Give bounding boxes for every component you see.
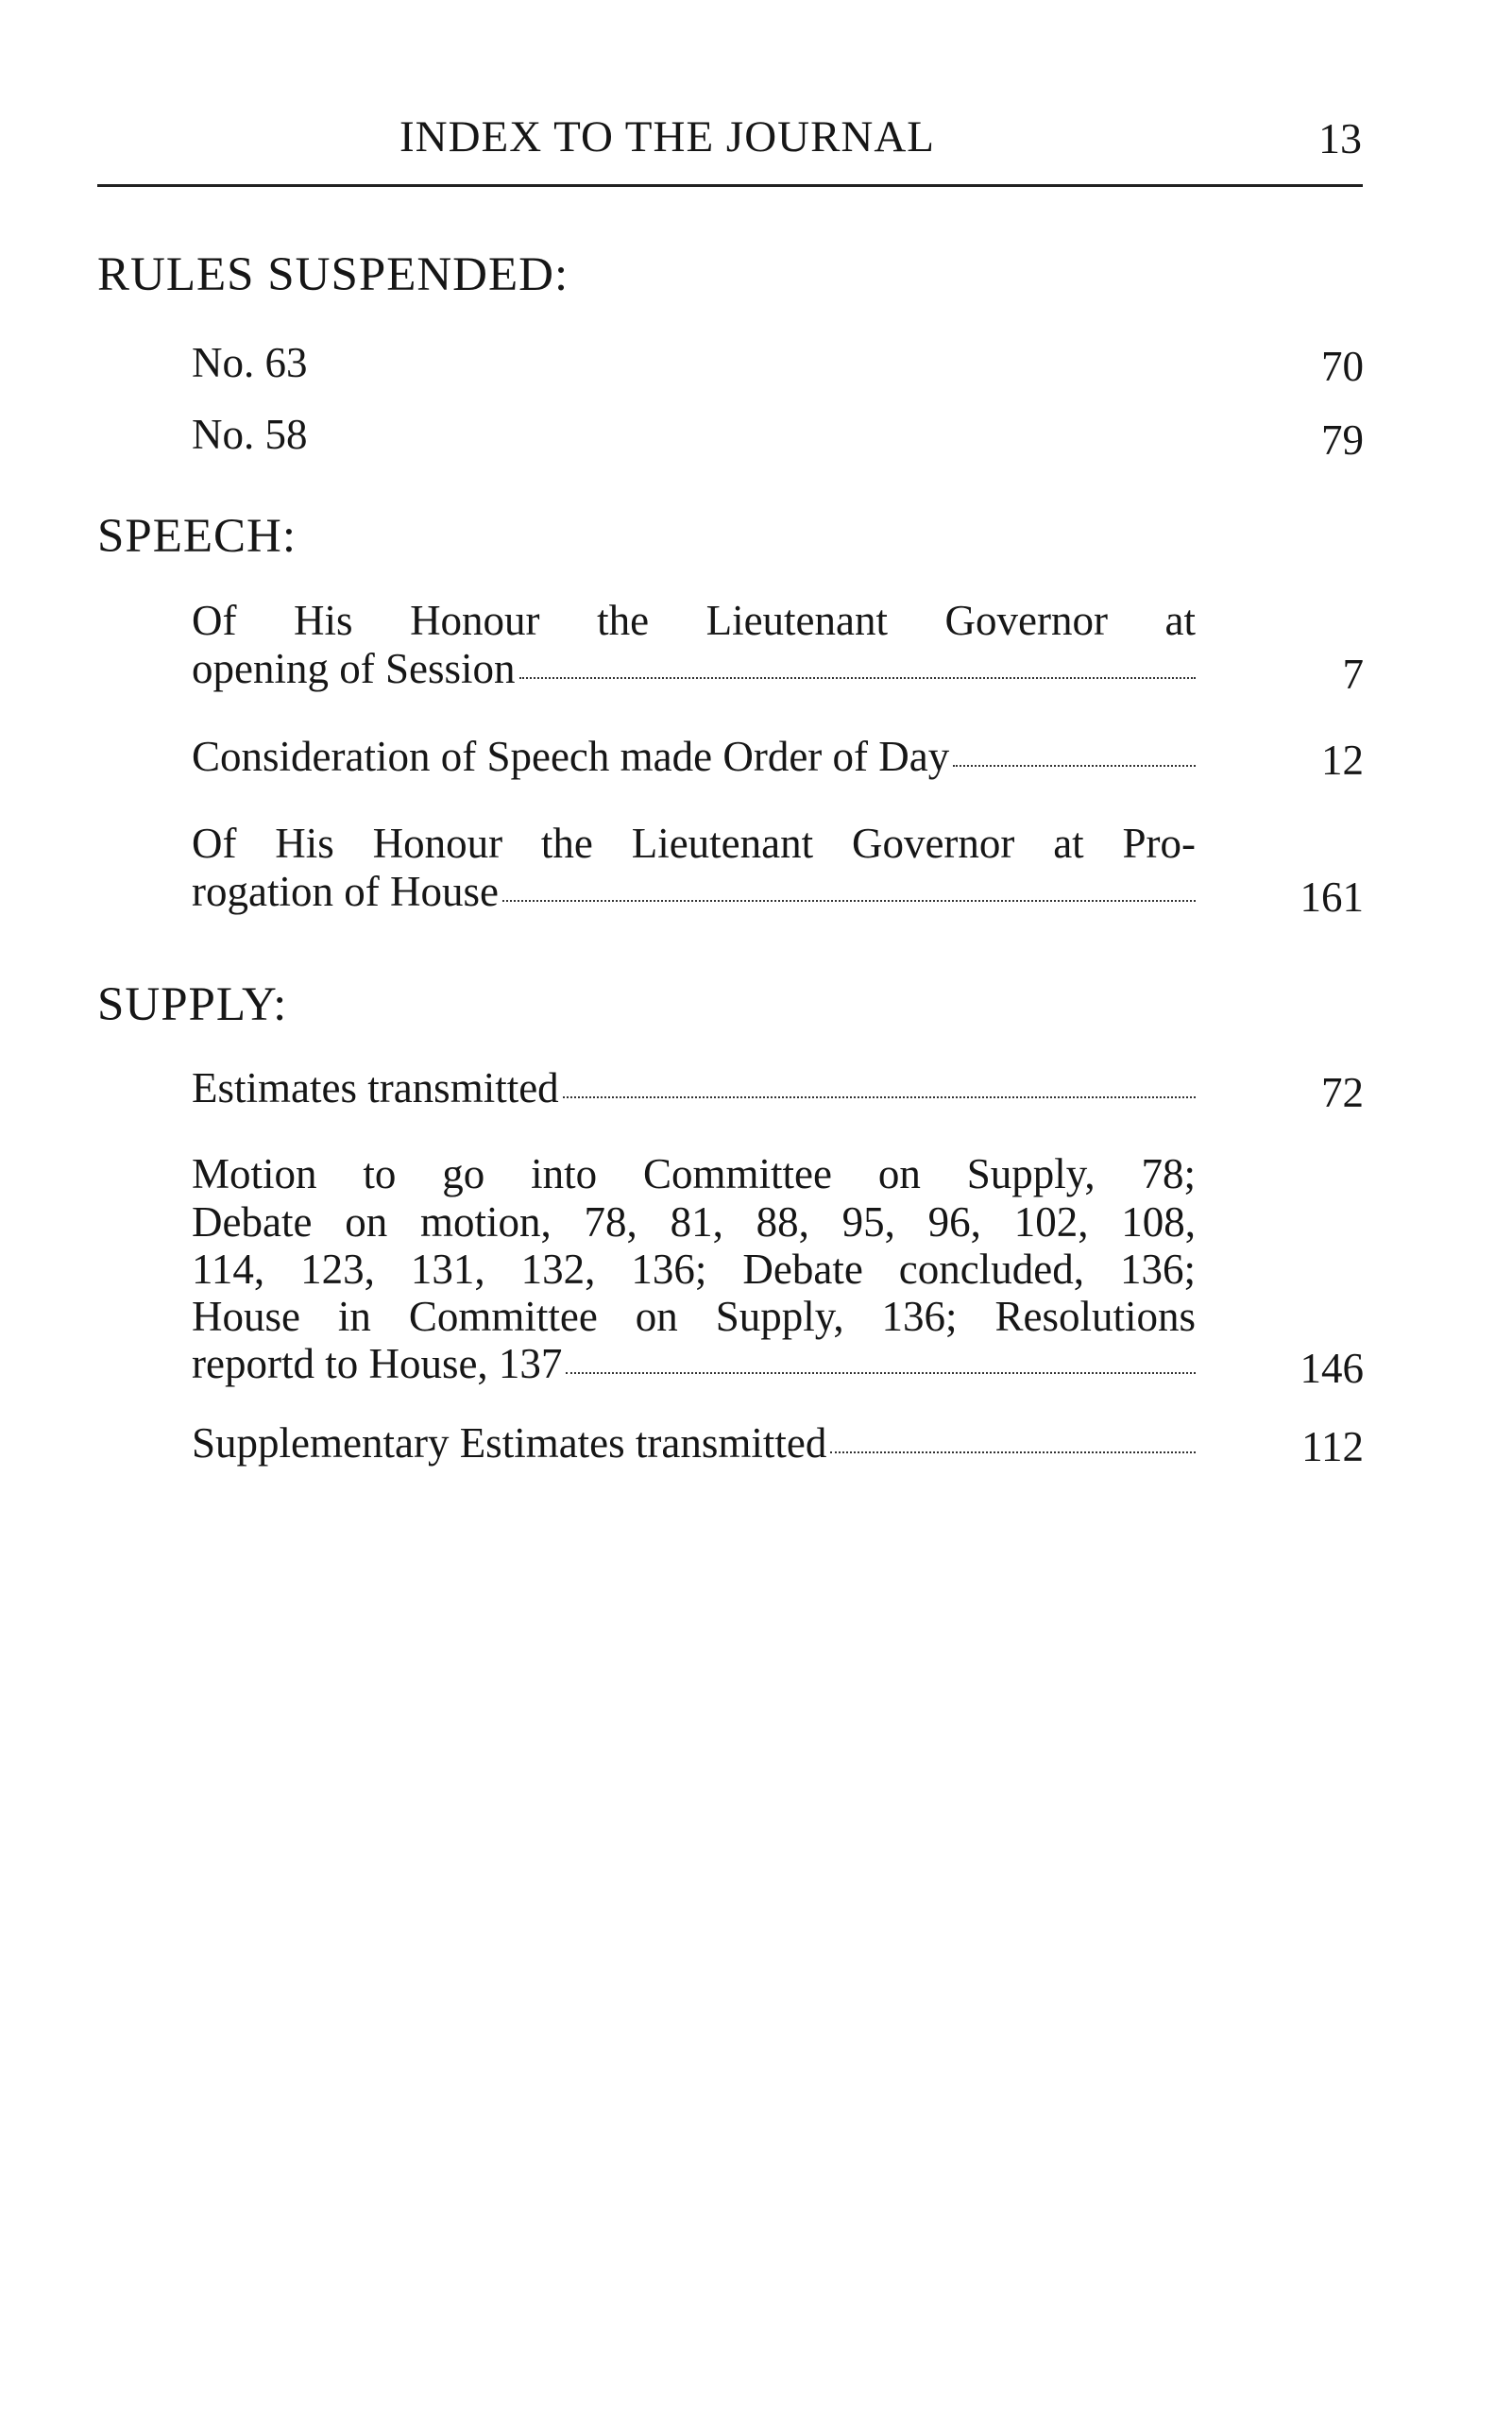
section-heading-speech: SPEECH: [97,510,297,563]
dot-leader [566,1372,1196,1374]
section-heading-rules-suspended: RULES SUSPENDED: [97,248,569,301]
entry-rules-no-58: No. 58 [192,411,308,458]
entry-supply-motion-line-1: Motion to go into Committee on Supply, 78; [192,1150,1196,1197]
entry-supply-motion-line-4: House in Committee on Supply, 136; Resolutions [192,1293,1196,1340]
page-number: 13 [1318,114,1362,162]
entry-page-speech-prorogation: 161 [1300,874,1364,921]
entry-page-speech-consideration: 12 [1321,737,1364,784]
entry-page-rules-no-58: 79 [1321,416,1364,464]
entry-speech-prorogation-text: rogation of House [192,868,499,915]
running-head [0,111,1512,168]
entry-supply-supplementary [192,1418,1196,1467]
dot-leader [563,1096,1196,1098]
section-heading-supply: SUPPLY: [97,978,288,1031]
entry-supply-motion-line-3: 114, 123, 131, 132, 136; Debate concluded, 136; [192,1246,1196,1293]
entry-page-supply-estimates: 72 [1321,1069,1364,1116]
entry-speech-consideration-text: Consideration of Speech made Order of Day [192,733,950,780]
running-title: INDEX TO THE JOURNAL [399,112,936,161]
entry-speech-consideration [192,732,1196,781]
entry-supply-motion-line-2: Debate on motion, 78, 81, 88, 95, 96, 102, 108, [192,1198,1196,1246]
entry-speech-prorogation-line-2 [192,867,1196,916]
entry-page-supply-motion: 146 [1300,1345,1364,1392]
dot-leader [502,900,1196,902]
dot-leader [953,765,1196,767]
header-rule [97,184,1363,187]
entry-speech-opening-line-2 [192,644,1196,693]
entry-speech-opening-line-1: Of His Honour the Lieutenant Governor at [192,597,1196,644]
entry-supply-motion-text: reportd to House, 137 [192,1340,563,1387]
entry-supply-estimates-text: Estimates transmitted [192,1064,559,1111]
entry-supply-supplementary-text: Supplementary Estimates transmitted [192,1419,827,1467]
entry-rules-no-63: No. 63 [192,339,308,386]
dot-leader [830,1451,1196,1453]
entry-supply-motion-line-5 [192,1339,1196,1388]
entry-speech-prorogation-line-1: Of His Honour the Lieutenant Governor at Pro- [192,820,1196,867]
dot-leader [519,677,1197,679]
entry-page-supply-supplementary: 112 [1301,1423,1364,1470]
entry-page-rules-no-63: 70 [1321,343,1364,390]
entry-page-speech-opening: 7 [1342,651,1364,698]
entry-supply-estimates [192,1063,1196,1112]
entry-speech-opening-text: opening of Session [192,645,516,692]
